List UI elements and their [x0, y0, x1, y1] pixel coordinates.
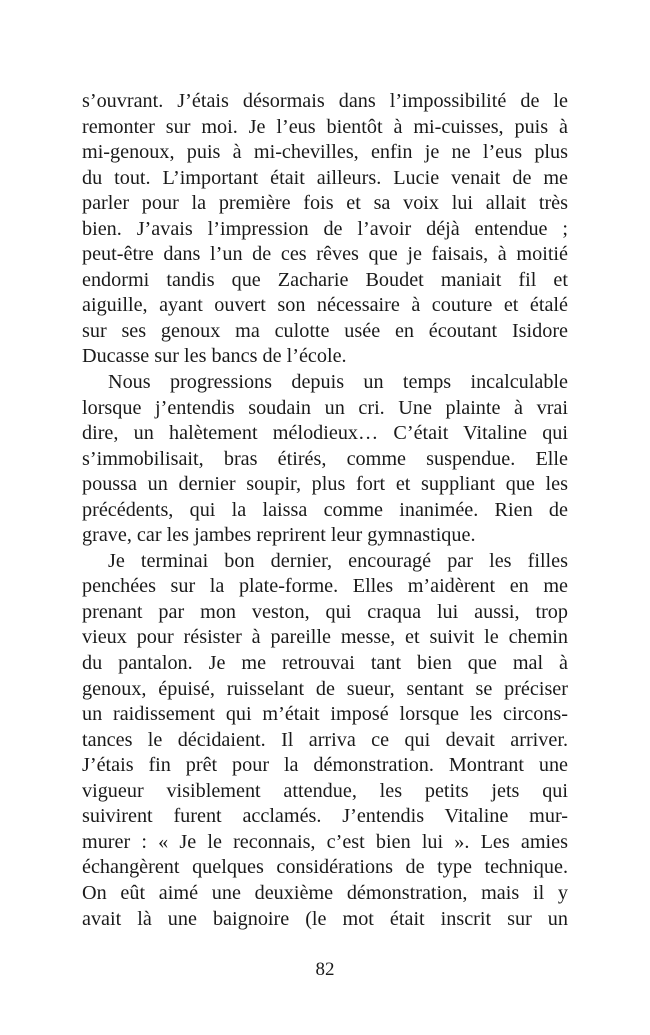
text-line: sur ses genoux ma culotte usée en écoutant Isidore — [82, 319, 568, 342]
text-line: parler pour la première fois et sa voix lui allait très — [82, 192, 568, 215]
text-line: s’immobilisait, bras étirés, comme suspendue. Elle — [82, 447, 568, 470]
text-line: peut-être dans l’un de ces rêves que je faisais, à moitié — [82, 243, 568, 266]
text-line: du pantalon. Je me retrouvai tant bien que mal à — [82, 652, 568, 675]
text-line: tances le décidaient. Il arriva ce qui devait arriver. — [82, 728, 568, 751]
text-line: endormi tandis que Zacharie Boudet maniait fil et — [82, 268, 568, 291]
text-line: genoux, épuisé, ruisselant de sueur, sentant se préciser — [82, 677, 568, 700]
text-line: penchées sur la plate-forme. Elles m’aidèrent en me — [82, 575, 568, 598]
text-line: vigueur visiblement attendue, les petits jets qui — [82, 779, 568, 802]
page-number: 82 — [315, 959, 335, 980]
text-line: prenant par mon veston, qui craqua lui aussi, trop — [82, 600, 568, 623]
text-line: J’étais fin prêt pour la démonstration. Montrant une — [82, 754, 568, 777]
text-line: bien. J’avais l’impression de l’avoir déjà entendue ; — [82, 217, 568, 240]
text-line: poussa un dernier soupir, plus fort et suppliant que les — [82, 473, 568, 496]
text-line: un raidissement qui m’était imposé lorsque les circons- — [82, 703, 568, 726]
text-line: précédents, qui la laissa comme inanimée. Rien de — [82, 498, 568, 521]
text-line: Nous progressions depuis un temps incalculable — [108, 371, 568, 394]
text-line: aiguille, ayant ouvert son nécessaire à couture et étalé — [82, 294, 568, 317]
text-line: dire, un halètement mélodieux… C’était Vitaline qui — [82, 422, 568, 445]
paragraph — [82, 549, 568, 932]
text-line: On eût aimé une deuxième démonstration, mais il y — [82, 881, 568, 904]
text-line: remonter sur moi. Je l’eus bientôt à mi-cuisses, puis à — [82, 115, 568, 138]
text-line: du tout. L’important était ailleurs. Lucie venait de me — [82, 166, 568, 189]
body-text — [82, 89, 568, 932]
text-line: échangèrent quelques considérations de type technique. — [82, 856, 568, 879]
paragraph — [82, 370, 568, 549]
text-line: suivirent furent acclamés. J’entendis Vitaline mur- — [82, 805, 568, 828]
text-line: avait là une baignoire (le mot était inscrit sur un — [82, 907, 568, 930]
text-line: vieux pour résister à pareille messe, et suivit le chemin — [82, 626, 568, 649]
text-line: mi-genoux, puis à mi-chevilles, enfin je ne l’eus plus — [82, 141, 568, 164]
text-line: grave, car les jambes reprirent leur gymnastique. — [82, 524, 476, 547]
text-line: s’ouvrant. J’étais désormais dans l’impossibilité de le — [82, 90, 568, 112]
text-line: Ducasse sur les bancs de l’école. — [82, 345, 347, 368]
text-line: Je terminai bon dernier, encouragé par les filles — [108, 549, 568, 572]
paragraph — [82, 89, 568, 370]
text-line: murer : « Je le reconnais, c’est bien lui ». Les amies — [82, 830, 568, 853]
text-line: lorsque j’entendis soudain un cri. Une plainte à vrai — [82, 396, 568, 419]
